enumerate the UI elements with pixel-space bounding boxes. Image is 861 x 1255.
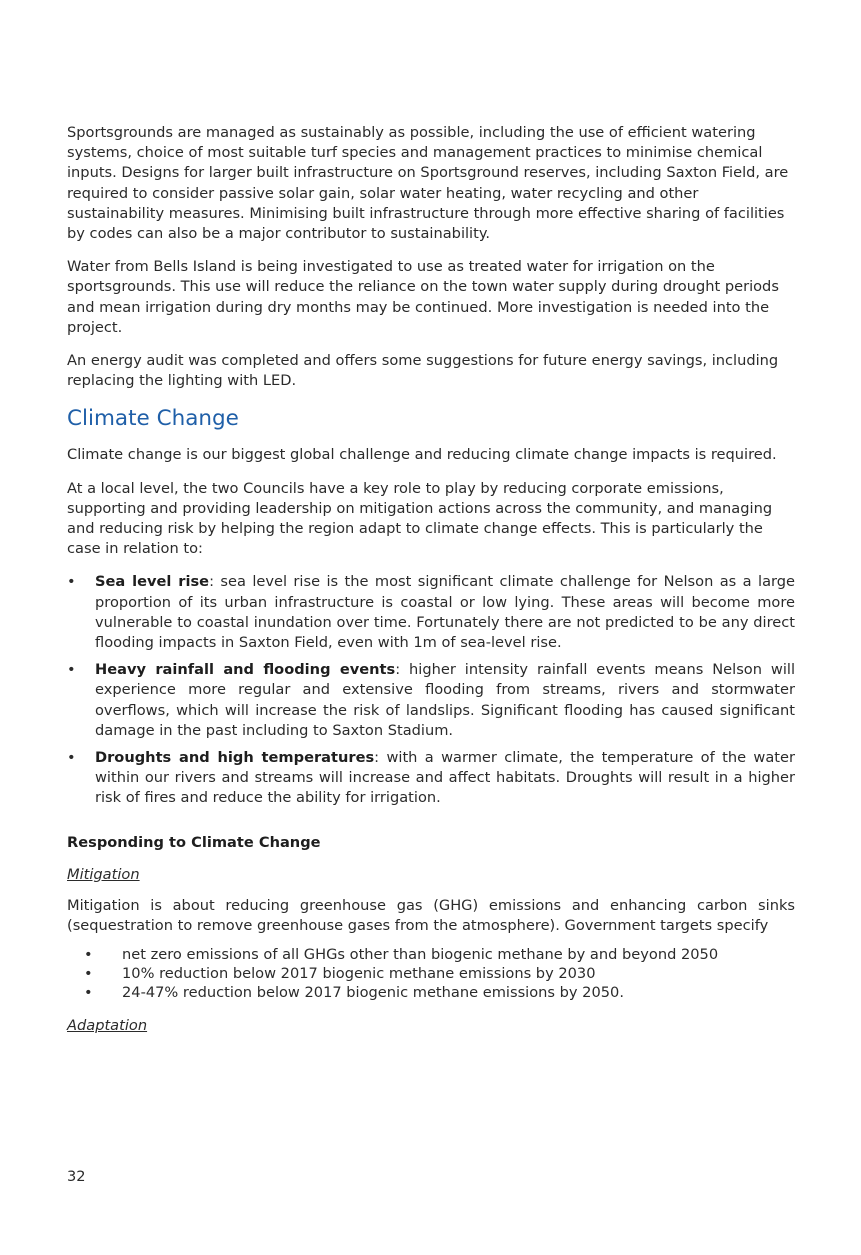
label-mitigation: Mitigation [67,865,140,883]
list-item-term: Heavy rainfall and flooding events [95,661,396,679]
document-page [67,123,795,1047]
government-targets-list [67,945,795,1004]
label-adaptation: Adaptation [67,1017,148,1035]
subheading-responding: Responding to Climate Change [67,833,321,851]
bullet-icon: • [67,749,76,767]
paragraph-bells-island: Water from Bells Island is being investigated to use as treated water for irrigation on the sportsgrounds. This use will reduce the reliance on the town water supply during drought periods and mean irrigation during dry months may be continued. More investigation is needed into the project. [67,258,779,336]
list-item-text: 10% reduction below 2017 biogenic methane emissions by 2030 [122,964,596,982]
list-item [84,964,795,984]
list-item-droughts [67,748,795,809]
list-item-text: net zero emissions of all GHGs other than biogenic methane by and beyond 2050 [122,945,719,963]
list-item-heavy-rainfall [67,660,795,741]
section-heading-climate-change: Climate Change [67,406,239,432]
list-item-text: 24-47% reduction below 2017 biogenic methane emissions by 2050. [122,983,624,1001]
bullet-icon: • [84,945,93,963]
list-item-text: : higher intensity rainfall events means Nelson will experience more regular and extensive flooding from streams, rivers and stormwater overflows, which will increase the risk of landslips. Significant flooding has caused significant damage in the past including to Saxton Stadium. [95,661,795,739]
page-number: 32 [67,1168,86,1185]
list-item-sea-level [67,572,795,653]
list-item-text: : with a warmer climate, the temperature of the water within our rivers and streams will increase and affect habitats. Droughts will result in a higher risk of fires and reduce the ability for irrigation. [95,749,795,807]
paragraph-climate-challenge: Climate change is our biggest global challenge and reducing climate change impacts is required. [67,446,777,464]
bullet-icon: • [84,983,93,1001]
bullet-icon: • [67,661,76,679]
list-item [84,983,795,1003]
paragraph-local-level: At a local level, the two Councils have a key role to play by reducing corporate emissions, supporting and providing leadership on mitigation actions across the community, and managing and reducing risk by helping the region adapt to climate change effects. This is particularly the case in relation to: [67,479,773,558]
list-item-text: : sea level rise is the most significant climate challenge for Nelson as a large proportion of its urban infrastructure is coastal or low lying. These areas will become more vulnerable to coastal inundation over time. Fortunately there are not predicted to be any direct flooding impacts in Saxton Field, even with 1m of sea-level rise. [95,573,796,652]
paragraph-sustainability: Sportsgrounds are managed as sustainably as possible, including the use of efficient watering systems, choice of most suitable turf species and management practices to minimise chemical inputs. Designs for larger built infrastructure on Sportsground reserves, including Saxton Field, are required to consider passive solar gain, solar water heating, water recycling and other sustainability measures. Minimising built infrastructure through more effective sharing of facilities by codes can also be a major contributor to sustainability. [67,124,789,243]
list-item [84,945,795,965]
climate-effects-list [67,572,795,808]
bullet-icon: • [84,964,93,982]
paragraph-mitigation: Mitigation is about reducing greenhouse gas (GHG) emissions and enhancing carbon sinks (sequestration to remove greenhouse gases from the atmosphere). Government targets specify [67,897,795,935]
list-item-term: Droughts and high temperatures [95,749,375,767]
paragraph-energy-audit: An energy audit was completed and offers some suggestions for future energy savings, including replacing the lighting with LED. [67,352,779,390]
bullet-icon: • [67,573,76,591]
list-item-term: Sea level rise [95,573,210,591]
